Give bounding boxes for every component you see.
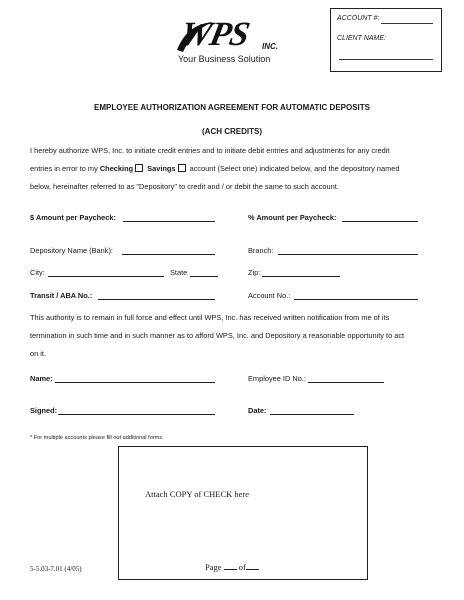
logo-inc: INC. — [262, 42, 278, 51]
authority-line-3: on it. — [30, 349, 47, 358]
account-no-label: Account No.: — [248, 291, 291, 300]
percent-per-paycheck-field[interactable] — [342, 221, 418, 222]
client-name-field[interactable] — [339, 59, 433, 60]
page-total-field[interactable] — [246, 569, 259, 570]
percent-per-paycheck-label: % Amount per Paycheck: — [248, 213, 337, 222]
transit-field[interactable] — [98, 299, 215, 300]
client-name-label: CLIENT NAME: — [337, 35, 387, 42]
state-field[interactable] — [190, 276, 218, 277]
checking-checkbox[interactable] — [135, 164, 143, 172]
authorization-paragraph — [30, 142, 400, 196]
account-box — [330, 8, 442, 72]
city-field[interactable] — [48, 276, 164, 277]
savings-checkbox[interactable] — [178, 164, 186, 172]
page-current-field[interactable] — [224, 569, 237, 570]
name-field[interactable] — [55, 382, 215, 383]
of-label: of — [238, 562, 246, 572]
state-label: State — [170, 268, 188, 277]
savings-label: Savings — [147, 164, 176, 173]
amount-per-paycheck-field[interactable] — [123, 221, 215, 222]
branch-label: Branch: — [248, 246, 274, 255]
depository-name-field[interactable] — [122, 254, 215, 255]
transit-label: Transit / ABA No.: — [30, 291, 93, 300]
branch-field[interactable] — [278, 254, 418, 255]
employee-id-field[interactable] — [308, 382, 384, 383]
amount-per-paycheck-label: $ Amount per Paycheck: — [30, 213, 116, 222]
logo-wordmark: WPS — [177, 16, 252, 53]
page-number — [205, 562, 259, 572]
account-no-field[interactable] — [294, 299, 418, 300]
checking-label: Checking — [99, 164, 134, 173]
multiple-accounts-note: * For multiple accounts please fill out additional forms. — [30, 435, 164, 441]
attach-check-text: Attach COPY of CHECK here — [145, 489, 250, 499]
intro-line-1: I hereby authorize WPS, Inc. to initiate credit entries and to initiate debit entries and adjustments for any credit — [30, 146, 390, 155]
date-label: Date: — [248, 406, 267, 415]
logo-tagline: Your Business Solution — [178, 54, 271, 64]
intro-line-2: entries in error to my Checking Savings account (Select one) indicated below, and the depository named — [30, 164, 400, 173]
form-title: EMPLOYEE AUTHORIZATION AGREEMENT FOR AUTOMATIC DEPOSITS — [93, 103, 370, 112]
name-label: Name: — [30, 374, 53, 383]
page-label: Page — [205, 562, 222, 572]
zip-label: Zip: — [248, 268, 261, 277]
account-number-field[interactable] — [381, 23, 433, 24]
authority-line-1: This authority is to remain in full force and effect until WPS, Inc. has received written notification from me of its — [30, 313, 390, 322]
signed-label: Signed: — [30, 406, 58, 415]
signature-field[interactable] — [58, 414, 215, 415]
form-code: 5-5.03-7.01 (4/05) — [30, 565, 82, 573]
date-field[interactable] — [270, 414, 354, 415]
zip-field[interactable] — [262, 276, 340, 277]
authority-paragraph — [30, 309, 404, 363]
employee-id-label: Employee ID No.: — [248, 374, 306, 383]
city-label: City: — [30, 268, 45, 277]
account-number-label: ACCOUNT #: — [337, 15, 380, 22]
attach-check-box — [118, 446, 368, 580]
form-subtitle: (ACH CREDITS) — [202, 127, 262, 136]
depository-name-label: Depository Name (Bank): — [30, 246, 113, 255]
company-logo — [175, 14, 305, 66]
authority-line-2: termination in such time and in such manner as to afford WPS, Inc. and Depository a reasonable opportunity to act — [30, 331, 405, 340]
intro-line-3: below, hereinafter referred to as "Depository" to credit and / or debit the same to such account. — [30, 182, 339, 191]
